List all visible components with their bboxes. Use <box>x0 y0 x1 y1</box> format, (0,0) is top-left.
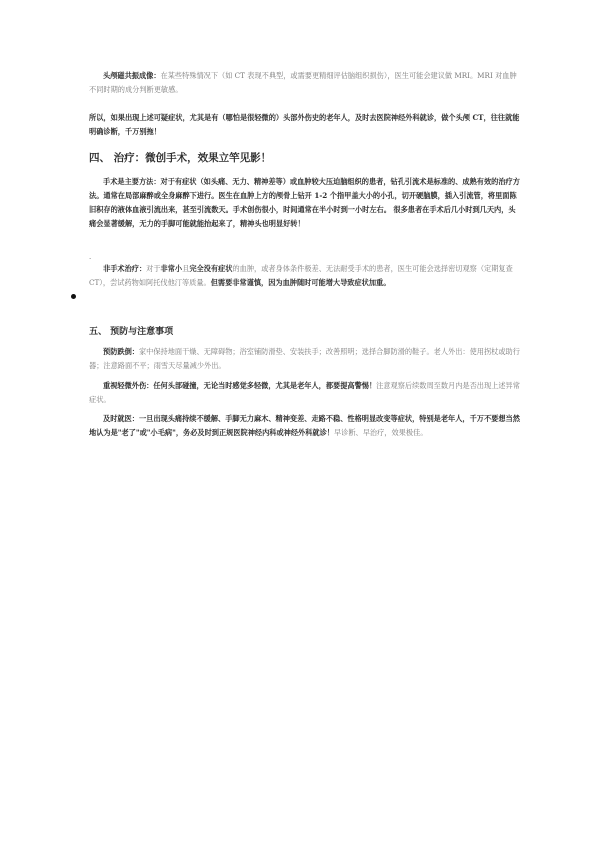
paragraph-seek-care: 及时就医：一旦出现头痛持续不缓解、手脚无力麻木、精神变差、走路不稳、性格明显改变等症状，特别是老年人，千万不要想当然地认为是"老了"或"小毛病"，务必及时到正规医院神经内科或神经外科就诊！早诊断、早治疗，效果极佳。 <box>89 414 520 437</box>
bullet-icon <box>71 294 76 299</box>
paragraph-mri <box>89 69 521 97</box>
section-4-heading: 四、 治疗：微创手术，效果立竿见影！ <box>89 152 272 164</box>
paragraph-nonsurgical: 非手术治疗：对于非常小且完全没有症状的血肿，或者身体条件极差、无法耐受手术的患者，医生可能会选择密切观察（定期复查 CT），尝试药物如阿托伐他汀等质量。但需要非常谨慎，因为血肿随时可能增大导致症状加重。 <box>89 264 513 287</box>
section-5-heading: 五、 预防与注意事项 <box>89 327 174 337</box>
paragraph-minor-trauma: 重视轻微外伤：任何头部碰撞，无论当时感觉多轻微，尤其是老年人，都要提高警惕！注意观察后续数周至数月内是否出现上述异常症状。 <box>89 381 520 404</box>
surgery-text: 对于有症状（如头痛、无力、精神差等）或血肿较大压迫脑组织的患者，钻孔引流术是标准的、成熟有效的治疗方法。通常在局部麻醉或全身麻醉下进行。医生在血肿上方的颅骨上钻开 1-2 个指甲盖大小的小孔，切开硬脑膜，插入引流管，将里面陈旧积存的液体血液引流出来，甚至引流数天。手术创伤很小，时间通常在半小时到一小时左右。 很多患者在手术后几小时到几天内，头痛会显著缓解，无力的手脚可能就能抬起来了，精神头也明显好转！ <box>89 177 520 228</box>
paragraph-surgery <box>89 175 521 231</box>
ct-advice-text: 所以，如果出现上述可疑症状，尤其是有（哪怕是很轻微的）头部外伤史的老年人，及时去医院神经外科就诊，做个头颅 CT，往往就能明确诊断，千万别拖！ <box>89 113 520 136</box>
nonsurgical-lead: 非手术治疗： <box>103 264 147 273</box>
surgery-lead: 手术是主要方法： <box>103 177 161 186</box>
stray-dot: . <box>89 253 92 261</box>
mri-lead: 头颅磁共振成像： <box>103 71 161 80</box>
paragraph-prevent-falls: 预防跌倒：家中保持地面干燥、无障碍物；浴室铺防滑垫、安装扶手；改善照明；选择合脚防滑的鞋子。老人外出：使用拐杖或助行器；注意路面不平；雨雪天尽量减少外出。 <box>89 347 520 370</box>
paragraph-ct-advice <box>89 111 521 139</box>
mri-text: 在某些特殊情况下（如 CT 表现不典型，或需要更精细评估脑组织损伤），医生可能会建议做 MRI。MRI 对血肿不同时期的成分判断更敏感。 <box>89 71 517 94</box>
